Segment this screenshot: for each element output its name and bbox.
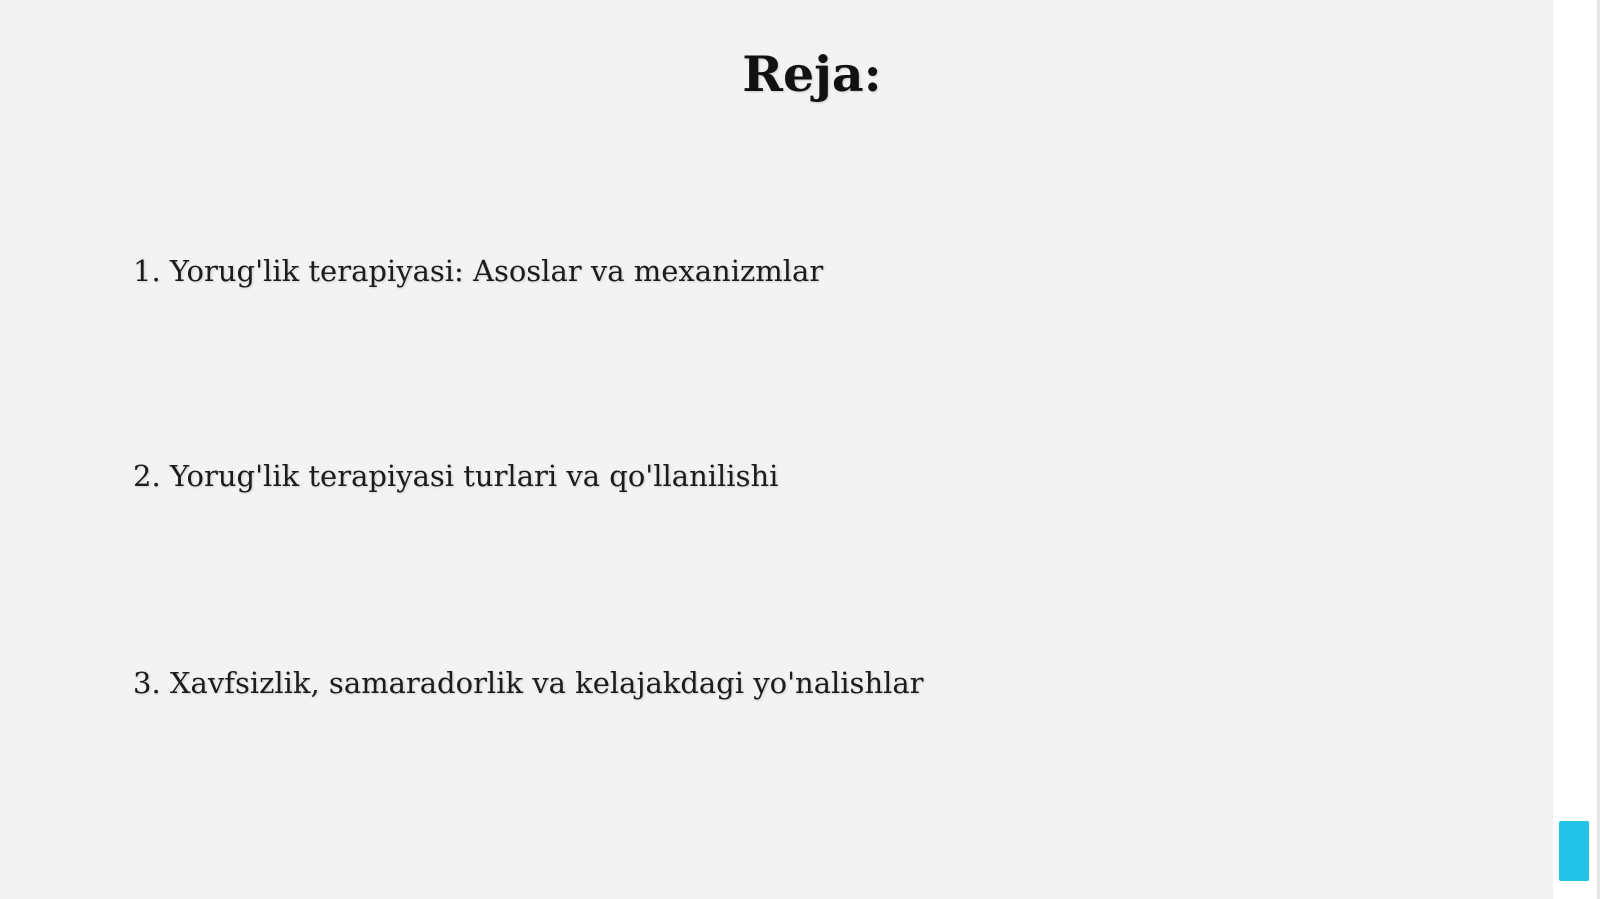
side-strip [1553, 0, 1600, 899]
agenda-item-3: 3. Xavfsizlik, samaradorlik va kelajakdagi yo'nalishlar [133, 666, 924, 700]
agenda-item-2: 2. Yorug'lik terapiyasi turlari va qo'llanilishi [133, 459, 779, 493]
side-panel-tab[interactable] [1559, 821, 1589, 881]
agenda-item-1: 1. Yorug'lik terapiyasi: Asoslar va mexanizmlar [133, 254, 824, 288]
slide-title: Reja: [742, 45, 882, 103]
